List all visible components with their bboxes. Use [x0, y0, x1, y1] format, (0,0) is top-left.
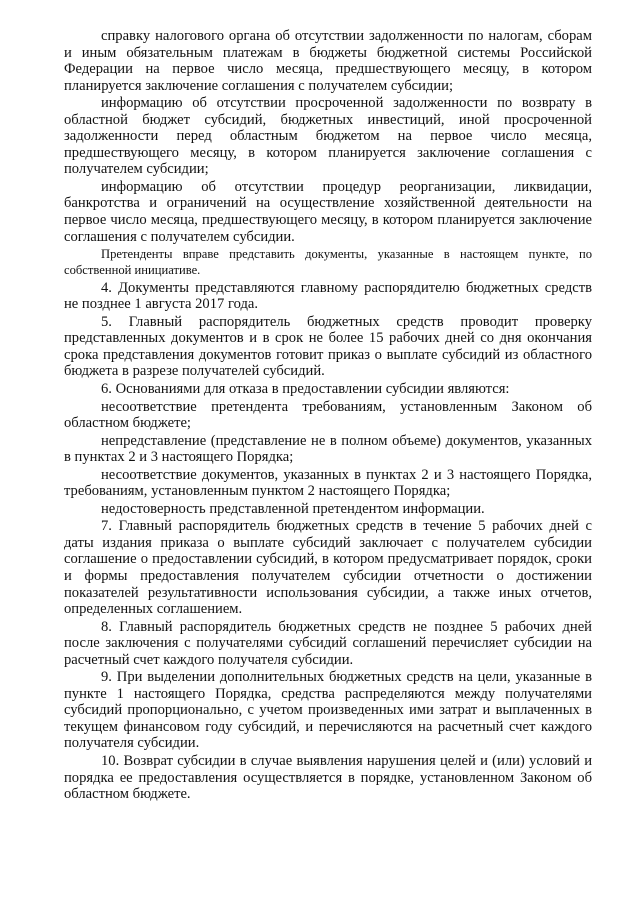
document-page	[64, 28, 592, 804]
paragraph-item-4: 4. Документы представляются главному распорядителю бюджетных средств не позднее 1 августа 2017 года.	[64, 279, 592, 313]
paragraph-tax-certificate: справку налогового органа об отсутствии задолженности по налогам, сборам и иным обязательным платежам в бюджеты бюджетной системы Российской Федерации на первое число месяца, предшествующего месяцу, в котором планируется заключение соглашения с получателем субсидии;	[64, 28, 592, 94]
paragraph-own-initiative-note: Претенденты вправе представить документы, указанные в настоящем пункте, по собственной инициативе.	[64, 247, 592, 278]
paragraph-refusal-reason-4: недостоверность представленной претендентом информации.	[101, 500, 485, 517]
paragraph-item-9: 9. При выделении дополнительных бюджетных средств на цели, указанные в пункте 1 настоящего Порядка, средства распределяются между получателями субсидий пропорционально, с учетом произведенных ими затрат и выплаченных в текущем финансовом году субсидий, и перечисляются на расчетный счет каждого получателя субсидии.	[64, 669, 592, 752]
paragraph-refusal-reason-2: непредставление (представление не в полном объеме) документов, указанных в пунктах 2 и 3 настоящего Порядка;	[64, 432, 592, 466]
paragraph-item-10: 10. Возврат субсидии в случае выявления нарушения целей и (или) условий и порядка ее предоставления осуществляется в порядке, установленном Законом об областном бюджете.	[64, 753, 592, 803]
paragraph-refusal-reason-1: несоответствие претендента требованиям, установленным Законом об областном бюджете;	[64, 398, 592, 432]
paragraph-item-7: 7. Главный распорядитель бюджетных средств в течение 5 рабочих дней с даты издания приказа о выплате субсидий заключает с получателем субсидии соглашение о предоставлении субсидий, в котором предусматривает порядок, сроки и формы предоставления получателем субсидии отчетности о достижении показателей результативности использования субсидии, а также иных отчетов, определенных соглашением.	[64, 518, 592, 618]
paragraph-refusal-reason-3: несоответствие документов, указанных в пунктах 2 и 3 настоящего Порядка, требованиям, установленным пунктом 2 настоящего Порядка;	[64, 466, 592, 500]
paragraph-no-overdue-debt: информацию об отсутствии просроченной задолженности по возврату в областной бюджет субсидий, бюджетных инвестиций, иной просроченной задолженности перед областным бюджетом на первое число месяца, предшествующего месяцу, в котором планируется заключение соглашения с получателем субсидии;	[64, 95, 592, 178]
paragraph-item-5: 5. Главный распорядитель бюджетных средств проводит проверку представленных документов и в срок не более 15 рабочих дней со дня окончания срока представления документов готовит приказ о выплате субсидий из областного бюджета в разрезе получателей субсидий.	[64, 313, 592, 380]
paragraph-item-8: 8. Главный распорядитель бюджетных средств не позднее 5 рабочих дней после заключения с получателями субсидий соглашений перечисляет субсидии на расчетный счет каждого получателя субсидии.	[64, 618, 592, 668]
paragraph-no-reorganization: информацию об отсутствии процедур реорганизации, ликвидации, банкротства и ограничений на осуществление хозяйственной деятельности на первое число месяца, предшествующего месяцу, в котором планируется заключение соглашения с получателем субсидии.	[64, 178, 592, 245]
paragraph-item-6: 6. Основаниями для отказа в предоставлении субсидии являются:	[101, 380, 510, 397]
